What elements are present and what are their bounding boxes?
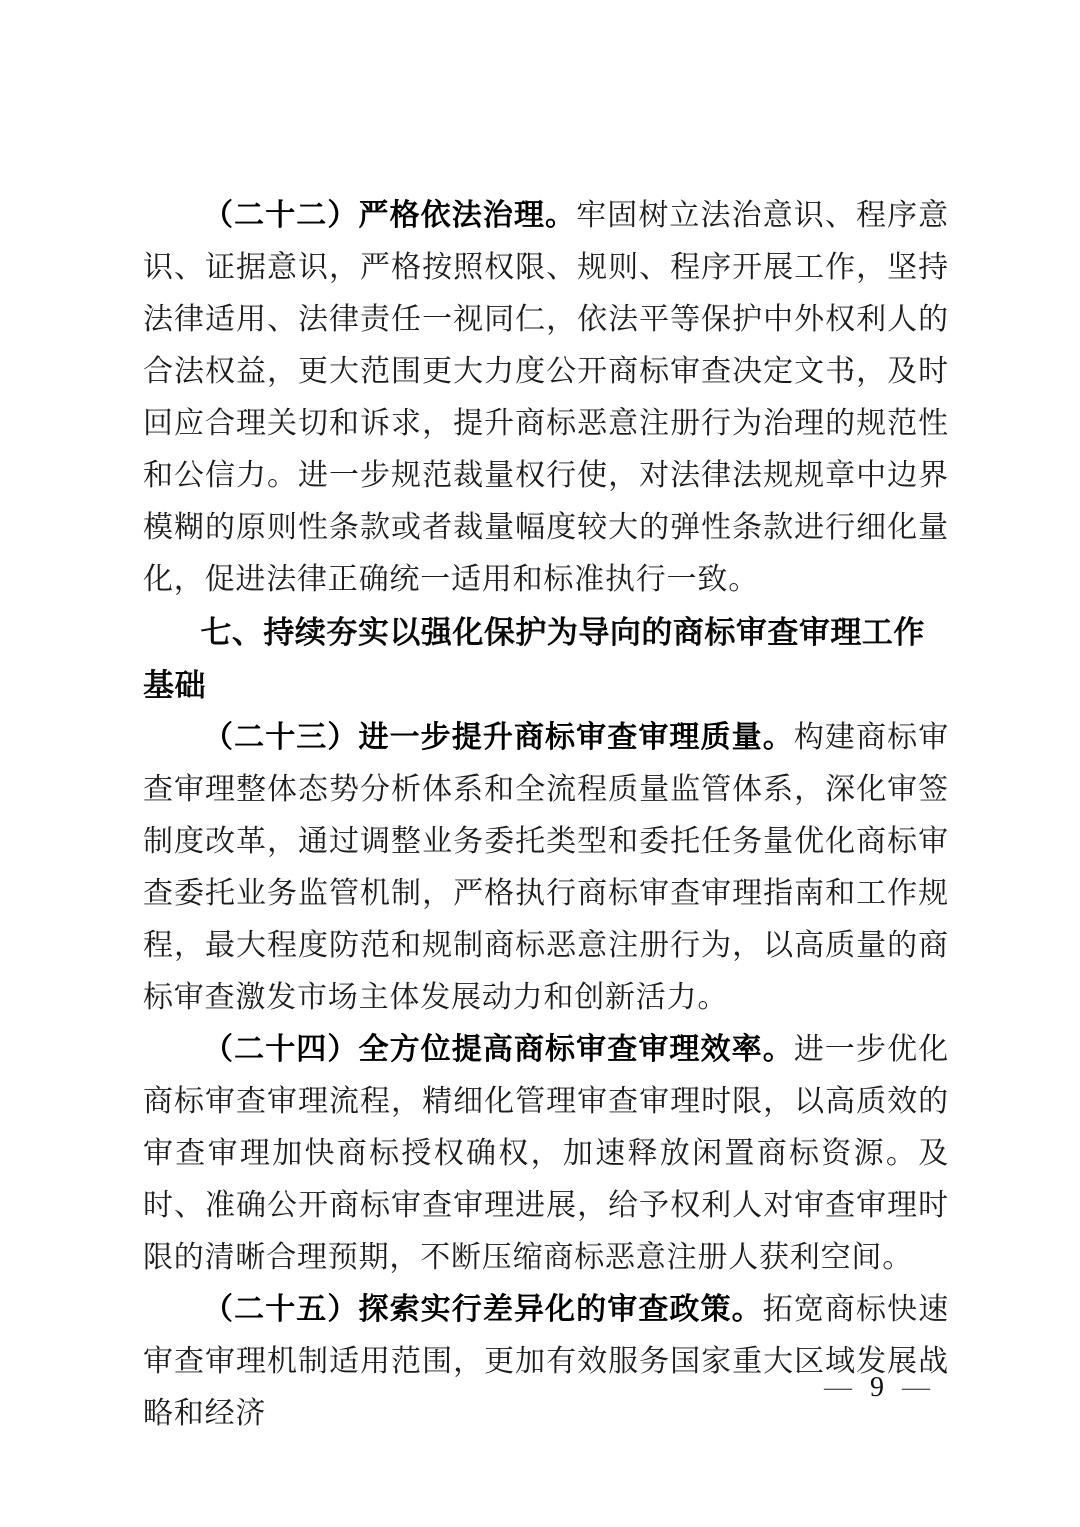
- paragraph-23: [143, 712, 949, 1024]
- paragraph-24: [143, 1024, 949, 1284]
- paragraph-22: [143, 190, 949, 606]
- paragraph-25: [143, 1284, 949, 1440]
- footer-dash-left: —: [824, 1372, 852, 1403]
- paragraph-23-body: 构建商标审查审理整体态势分析体系和全流程质量监管体系，深化审签制度改革，通过调整业务委托类型和委托任务量优化商标审查委托业务监管机制，严格执行商标审查审理指南和工作规程，最大程度防范和规制商标恶意注册行为，以高质量的商标审查激发市场主体发展动力和创新活力。: [143, 721, 950, 1014]
- paragraph-24-body: 进一步优化商标审查审理流程，精细化管理审查审理时限，以高质效的审查审理加快商标授权确权，加速释放闲置商标资源。及时、准确公开商标审查审理进展，给予权利人对审查审理时限的清晰合理预期，不断压缩商标恶意注册人获利空间。: [143, 1033, 950, 1274]
- paragraph-22-lead: （二十二）严格依法治理。: [203, 199, 577, 232]
- paragraph-24-lead: （二十四）全方位提高商标审查审理效率。: [203, 1033, 794, 1066]
- paragraph-23-lead: （二十三）进一步提升商标审查审理质量。: [203, 721, 794, 754]
- page-footer: [824, 1368, 930, 1408]
- section-7-heading: 七、持续夯实以强化保护为导向的商标审查审理工作基础: [143, 615, 925, 703]
- footer-dash-right: —: [902, 1372, 930, 1403]
- paragraph-25-body: 拓宽商标快速审查审理机制适用范围，更加有效服务国家重大区域发展战略和经济: [143, 1293, 949, 1430]
- page-number: 9: [870, 1372, 884, 1403]
- paragraph-25-lead: （二十五）探索实行差异化的审查政策。: [203, 1293, 763, 1326]
- document-content: [143, 190, 949, 1440]
- paragraph-22-body: 牢固树立法治意识、程序意识、证据意识，严格按照权限、规则、程序开展工作，坚持法律适用、法律责任一视同仁，依法平等保护中外权利人的合法权益，更大范围更大力度公开商标审查决定文书，及时回应合理关切和诉求，提升商标恶意注册行为治理的规范性和公信力。进一步规范裁量权行使，对法律法规规章中边界模糊的原则性条款或者裁量幅度较大的弹性条款进行细化量化，促进法律正确统一适用和标准执行一致。: [143, 199, 949, 596]
